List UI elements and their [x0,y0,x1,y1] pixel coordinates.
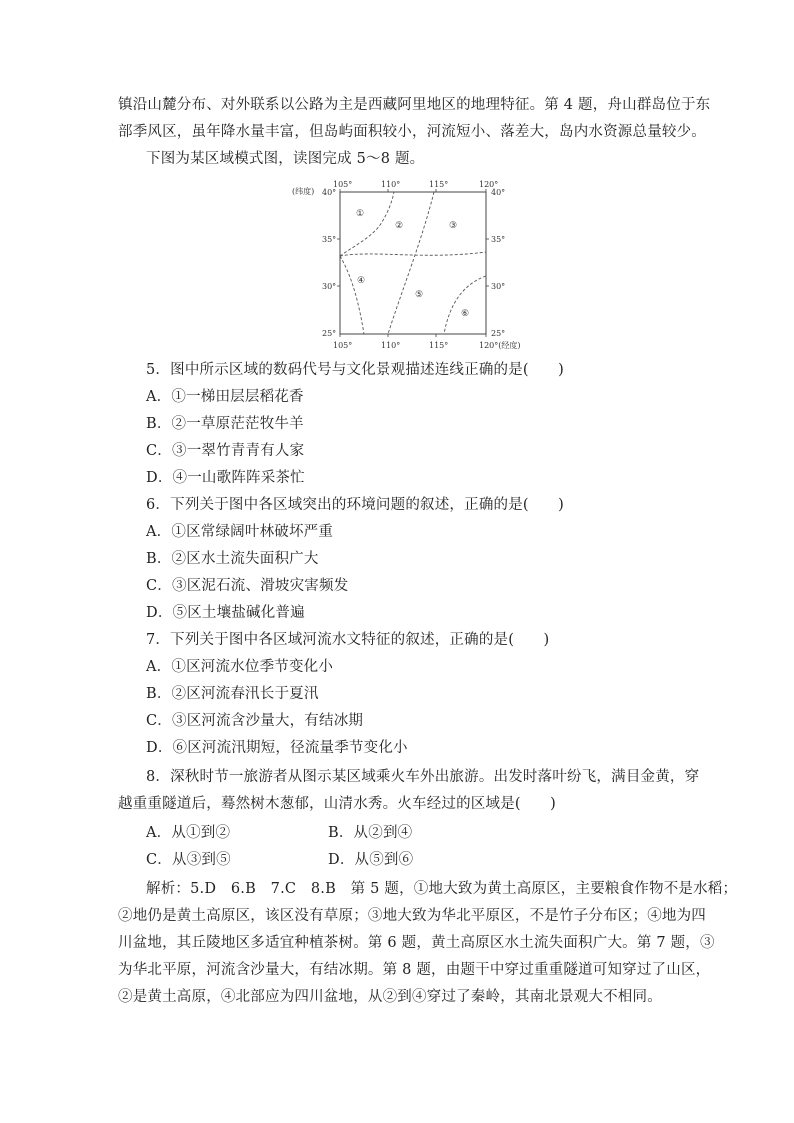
left-lat-35: 35° [322,235,337,244]
analysis-line-2: ②地仍是黄土高原区，该区没有草原；③地大致为华北平原区，不是竹子分布区；④地为四 [118,908,706,924]
top-lon-105: 105° [333,180,353,189]
region-marker-5: ⑤ [415,290,424,300]
question-5-stem: 5．图中所示区域的数码代号与文化景观描述连线正确的是( ) [146,362,565,378]
region-schematic-map [284,180,524,355]
left-lat-40: 40° [322,188,337,197]
bottom-lon-105: 105° [333,341,353,350]
lat-axis-label: (纬度) [292,187,315,196]
q8-option-c: C．从③到⑤ [146,852,231,868]
q6-option-c: C．③区泥石流、滑坡灾害频发 [146,578,349,594]
question-8-stem-line-1: 8．深秋时节一旅游者从图示某区域乘火车外出旅游。出发时落叶纷飞，满目金黄，穿 [146,769,700,785]
q6-option-a: A．①区常绿阔叶林破坏严重 [146,524,334,540]
boundary-north-south [340,252,486,256]
q7-option-d: D．⑥区河流汛期短，径流量季节变化小 [146,740,408,756]
right-lat-40: 40° [491,188,506,197]
region-marker-3: ③ [449,221,458,231]
q8-option-d: D．从⑤到⑥ [328,852,414,868]
q8-option-a: A．从①到② [146,825,231,841]
bottom-lon-110: 110° [381,341,401,350]
q5-option-b: B．②一草原茫茫牧牛羊 [146,416,304,432]
intro-line-2: 部季风区，虽年降水量丰富，但岛屿面积较小，河流短小、落差大，岛内水资源总量较少。 [118,124,706,140]
q6-option-d: D．⑤区土壤盐碱化普遍 [146,605,305,621]
bottom-lon-115: 115° [429,341,449,350]
region-marker-4: ④ [357,276,366,286]
intro-line-1: 镇沿山麓分布、对外联系以公路为主是西藏阿里地区的地理特征。第 4 题，舟山群岛位于东 [118,97,711,113]
q8-option-b: B．从②到④ [328,825,413,841]
question-6-stem: 6．下列关于图中各区域突出的环境问题的叙述，正确的是( ) [146,497,565,513]
left-lat-30: 30° [322,282,337,291]
question-8-stem-line-2: 越重重隧道后，蓦然树木葱郁，山清水秀。火车经过的区域是( ) [118,796,557,812]
q6-option-b: B．②区水土流失面积广大 [146,551,319,567]
analysis-line-4: 为华北平原，河流含沙量大，有结冰期。第 8 题，由题干中穿过重重隧道可知穿过了山区， [118,962,711,978]
analysis-line-5: ②是黄土高原，④北部应为四川盆地，从②到④穿过了秦岭，其南北景观大不相同。 [118,989,662,1005]
boundary-4 [340,256,364,334]
boundary-2-3 [388,192,434,334]
region-marker-6: ⑥ [461,309,470,319]
bottom-lon-120: 120°(经度) [479,341,521,350]
right-lat-35: 35° [491,235,506,244]
analysis-line-1: 解析：5.D 6.B 7.C 8.B 第 5 题，①地大致为黄土高原区，主要粮食作物不是水稻； [146,881,738,897]
q7-option-c: C．③区河流含沙量大，有结冰期 [146,713,364,729]
boundary-5-6 [444,276,486,334]
left-lat-25: 25° [322,329,337,338]
top-lon-115: 115° [429,180,449,189]
q7-option-b: B．②区河流春汛长于夏汛 [146,686,319,702]
top-lon-110: 110° [381,180,401,189]
question-prompt: 下图为某区域模式图，读图完成 5～8 题。 [146,151,425,167]
q5-option-a: A．①一梯田层层稻花香 [146,389,304,405]
right-lat-30: 30° [491,282,506,291]
region-marker-1: ① [356,209,365,219]
boundary-1-2 [340,192,394,256]
question-7-stem: 7．下列关于图中各区域河流水文特征的叙述，正确的是( ) [146,632,550,648]
q5-option-c: C．③一翠竹青青有人家 [146,443,305,459]
top-lon-120: 120° [479,180,499,189]
q5-option-d: D．④一山歌阵阵采茶忙 [146,470,305,486]
analysis-line-3: 川盆地，其丘陵地区多适宜种植茶树。第 6 题，黄土高原区水土流失面积广大。第 7 题，③ [118,935,715,951]
q7-option-a: A．①区河流水位季节变化小 [146,659,334,675]
region-marker-2: ② [395,221,404,231]
right-lat-25: 25° [491,329,506,338]
